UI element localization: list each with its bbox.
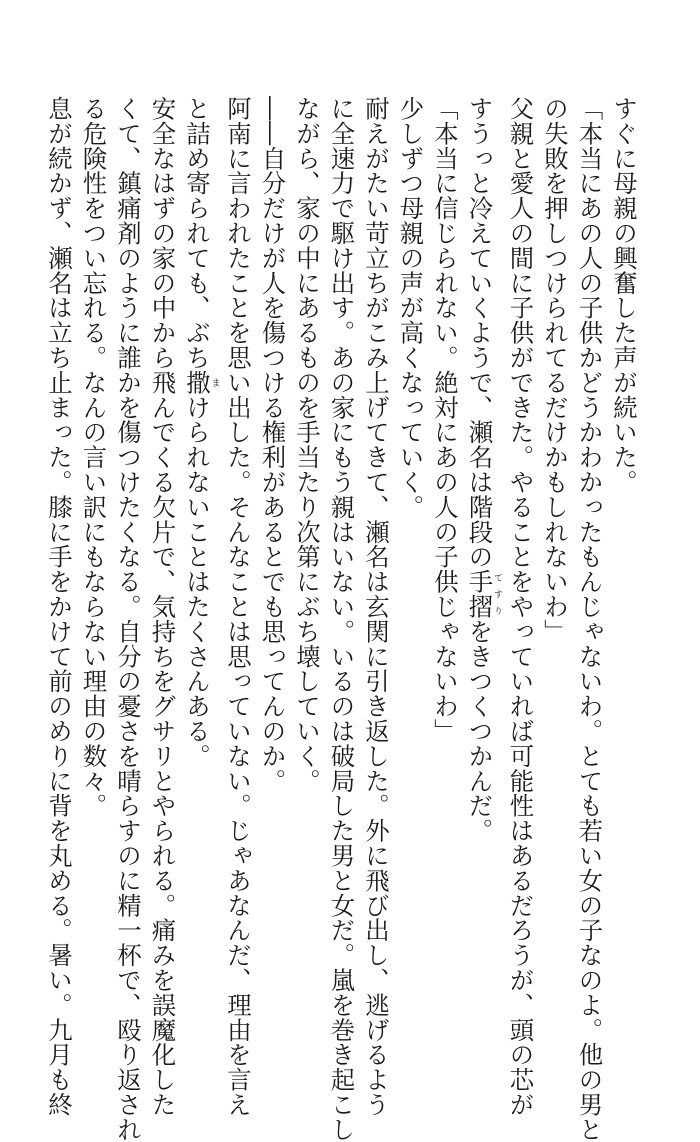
text-line: 阿南に言われたことを思い出した。そんなことは思っていない。じゃあなんだ、理由を言え <box>223 96 252 1117</box>
text-line: 少しずつ母親の声が高くなっていく。 <box>395 96 425 520</box>
text-line: 安全なはずの家の中から飛んでくる欠片で、気持ちをグサリとやられる。痛みを誤魔化した <box>147 96 177 1117</box>
ruby-base: 手摺 <box>464 569 494 619</box>
text-line: ――自分だけが人を傷つける権利があるとでも思ってんのか。 <box>257 96 287 794</box>
text-line: 息が続かず、瀬名は立ち止まった。膝に手をかけて前のめりに背を丸める。暑い。九月も終 <box>44 96 73 1117</box>
text-line: 耐えがたい苛立ちがこみ上げてきて、瀬名は玄関に引き返した。外に飛び出し、逃げるよう <box>361 96 390 1117</box>
text-line-with-ruby <box>461 96 502 971</box>
text-line-segment: と詰め寄られても、ぶち <box>182 96 211 370</box>
text-line: くて、鎮痛剤のように誰かを傷つけたくなる。自分の憂さを晴らすのに精一杯で、殴り返され <box>113 96 142 1142</box>
ruby-tesuri <box>464 569 502 619</box>
ruby-makeru <box>182 369 220 395</box>
text-line-segment: けられないことはたくさんある。 <box>182 394 211 769</box>
text-line: すぐに母親の興奮した声が続いた。 <box>609 96 638 495</box>
text-line: に全速力で駆け出す。あの家にもう親はいない。いるのは破局した男と女だ。嵐を巻き起こし <box>326 96 356 1142</box>
text-line: 父親と愛人の間に子供ができた。やることをやっていれば可能性はあるだろうが、頭の芯が <box>505 96 535 1117</box>
ruby-base: 撒 <box>182 369 211 395</box>
vertical-text-body <box>44 96 640 1142</box>
text-line: の失敗を押しつけられてるだけかもしれないわ」 <box>540 96 569 644</box>
text-line-with-ruby <box>179 96 220 971</box>
text-line-segment: をきつくつかんだ。 <box>464 618 494 844</box>
text-line: ながら、家の中にあるものを手当たり次第にぶち壊していく。 <box>292 96 321 794</box>
text-line-segment: すうっと冷えていくようで、瀬名は階段の <box>464 96 494 570</box>
ruby-reading: てすり <box>492 569 502 619</box>
text-line: る危険性をつい忘れる。なんの言い訳にもならない理由の数々。 <box>78 96 108 819</box>
text-line: 「本当にあの人の子供かどうかわかったもんじゃないわ。とても若い女の子なのよ。他の男と <box>574 96 604 1142</box>
text-line: 「本当に信じられない。絶対にあの人の子供じゃないわ」 <box>430 96 459 744</box>
ruby-reading: ま <box>209 369 220 395</box>
